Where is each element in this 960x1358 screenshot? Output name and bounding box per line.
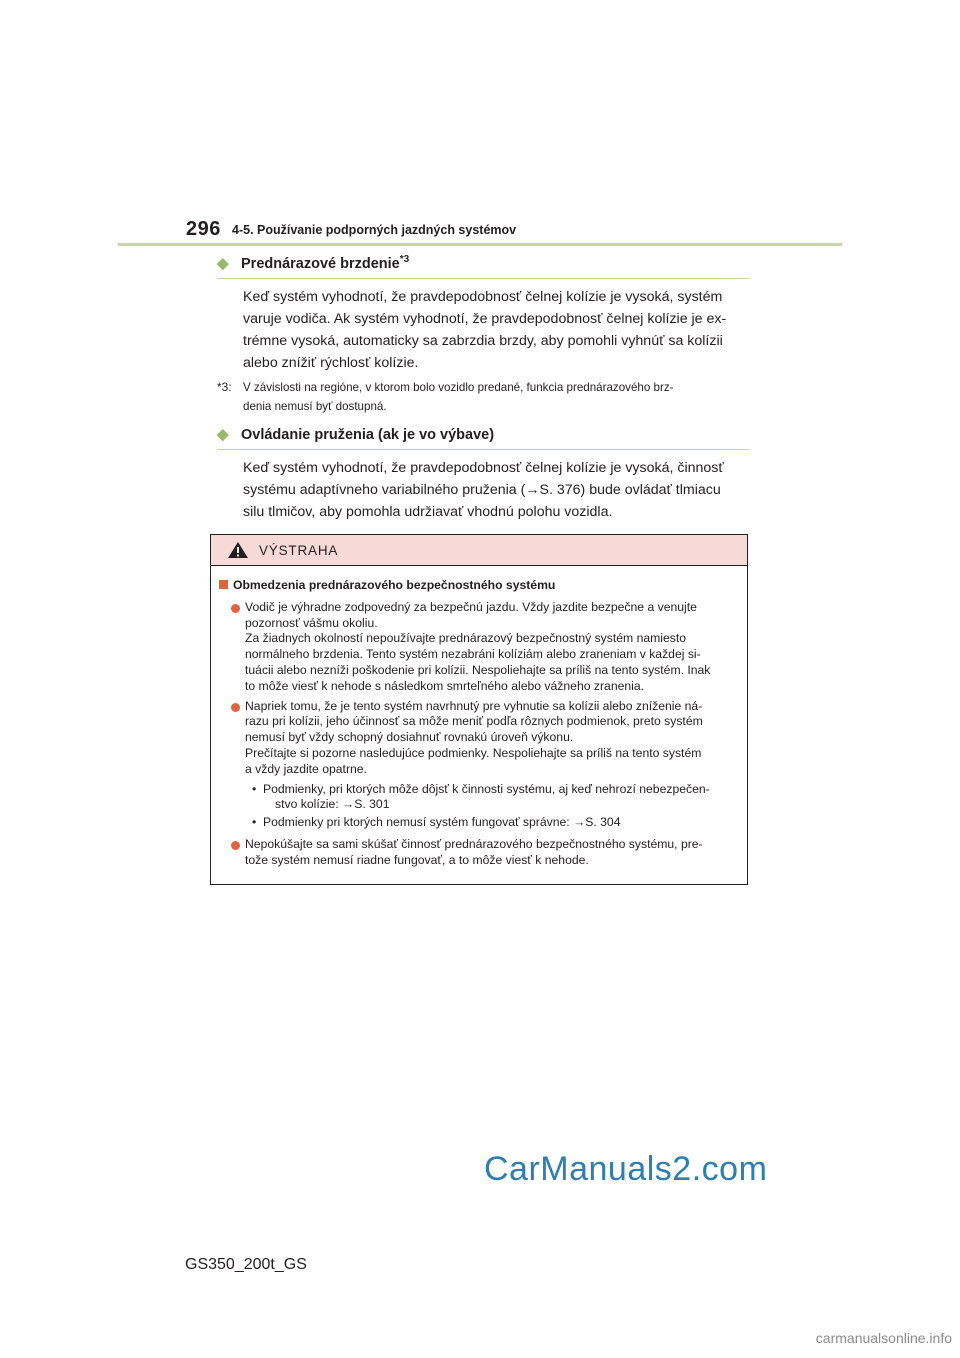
warning-triangle-icon	[227, 541, 249, 559]
section-heading-suspension-control	[217, 425, 750, 450]
body-line: silu tlmičov, aby pomohla udržiavať vhodnú polohu vozidla.	[243, 504, 613, 520]
circle-bullet-icon	[231, 604, 240, 613]
heading-text: Prednárazové brzdenie	[241, 256, 400, 272]
bullet-line: normálneho brzdenia. Tento systém nezabráni kolíziám alebo zraneniam v každej si-	[245, 647, 701, 662]
site-footer: carmanualsonline.info	[815, 1330, 952, 1346]
section1-body	[243, 286, 745, 374]
body-line: Keď systém vyhodnotí, že pravdepodobnosť čelnej kolízie je vysoká, systém	[243, 289, 723, 305]
bullet-line: tuácii alebo nezníži poškodenie pri kolízii. Nespoliehajte sa príliš na tento systém. Inak	[245, 662, 711, 677]
subitem-line: Podmienky, pri ktorých môže dôjsť k činnosti systému, aj keď nehrozí nebezpečen-	[263, 781, 710, 796]
section2-body	[243, 457, 745, 523]
header-rule	[118, 243, 842, 246]
bullet-line: nemusí byť vždy schopný dosiahnuť rovnakú úroveň výkonu.	[245, 730, 574, 745]
warning-box	[210, 534, 748, 885]
warning-body	[211, 566, 747, 869]
page-number: 296	[186, 218, 221, 240]
square-bullet-icon	[219, 580, 228, 589]
warning-header	[211, 535, 747, 566]
heading-text: Ovládanie pruženia (ak je vo výbave)	[241, 427, 495, 443]
bullet-line: Vodič je výhradne zodpovedný za bezpečnú jazdu. Vždy jazdite bezpečne a venujte	[245, 599, 697, 614]
warning-bullet	[219, 699, 741, 778]
bullet-line: Prečítajte si pozorne nasledujúce podmienky. Nespoliehajte sa príliš na tento systém	[245, 745, 702, 760]
bullet-line: Nepokúšajte sa sami skúšať činnosť prednárazového bezpečnostného systému, pre-	[245, 836, 703, 851]
bullet-line: razu pri kolízii, jeho účinnosť sa môže meniť podľa rôznych podmienok, preto systém	[245, 714, 703, 729]
chapter-title: 4-5. Používanie podporných jazdných systémov	[232, 223, 517, 237]
warning-bullet	[219, 600, 741, 695]
body-line: varuje vodiča. Ak systém vyhodnotí, že pravdepodobnosť čelnej kolízie je ex-	[243, 311, 727, 327]
section-heading-precrash-braking	[217, 254, 750, 279]
dot-bullet: •	[252, 781, 257, 796]
footnote	[217, 378, 745, 416]
subhead-text: Obmedzenia prednárazového bezpečnostného systému	[233, 578, 556, 592]
warning-bullet	[219, 837, 741, 869]
body-line: systému adaptívneho variabilného pruženia (→S. 376) bude ovládať tlmiacu	[243, 482, 721, 498]
footnote-line: denia nemusí byť dostupná.	[243, 400, 387, 413]
model-code: GS350_200t_GS	[185, 1256, 307, 1273]
bullet-line: pozornosť vášmu okoliu.	[245, 615, 378, 630]
bullet-line: Napriek tomu, že je tento systém navrhnutý pre vyhnutie sa kolízii alebo zníženie ná-	[245, 698, 703, 713]
footnote-line: V závislosti na regióne, v ktorom bolo vozidlo predané, funkcia prednárazového brz-	[243, 381, 674, 394]
warning-subitem	[219, 815, 741, 831]
watermark-logo: CarManuals2.com	[484, 1150, 768, 1188]
bullet-line: to môže viesť k nehode s následkom smrteľného alebo vážneho zranenia.	[245, 678, 645, 693]
warning-subhead	[219, 578, 741, 594]
bullet-line: a vždy jazdite opatrne.	[245, 761, 367, 776]
body-line: Keď systém vyhodnotí, že pravdepodobnosť čelnej kolízie je vysoká, činnosť	[243, 460, 724, 476]
circle-bullet-icon	[231, 703, 240, 712]
diamond-icon: ◆	[217, 426, 229, 443]
subitem-line: Podmienky pri ktorých nemusí systém fungovať správne: →S. 304	[263, 815, 621, 830]
dot-bullet: •	[252, 815, 257, 830]
body-line: trémne vysoká, automaticky sa zabrzdia brzdy, aby pomohli vyhnúť sa kolízii	[243, 333, 723, 349]
bullet-line: Za žiadnych okolností nepoužívajte prednárazový bezpečnostný systém namiesto	[245, 631, 687, 646]
diamond-icon: ◆	[217, 255, 229, 272]
body-line: alebo znížiť rýchlosť kolízie.	[243, 355, 419, 371]
bullet-line: tože systém nemusí riadne fungovať, a to môže viesť k nehode.	[245, 852, 589, 867]
warning-subitem	[219, 782, 741, 814]
subitem-line: stvo kolízie: →S. 301	[275, 797, 390, 812]
footnote-mark: *3:	[217, 380, 232, 394]
circle-bullet-icon	[231, 841, 240, 850]
footnote-ref: *3	[399, 254, 410, 266]
warning-title: VÝSTRAHA	[259, 542, 339, 558]
